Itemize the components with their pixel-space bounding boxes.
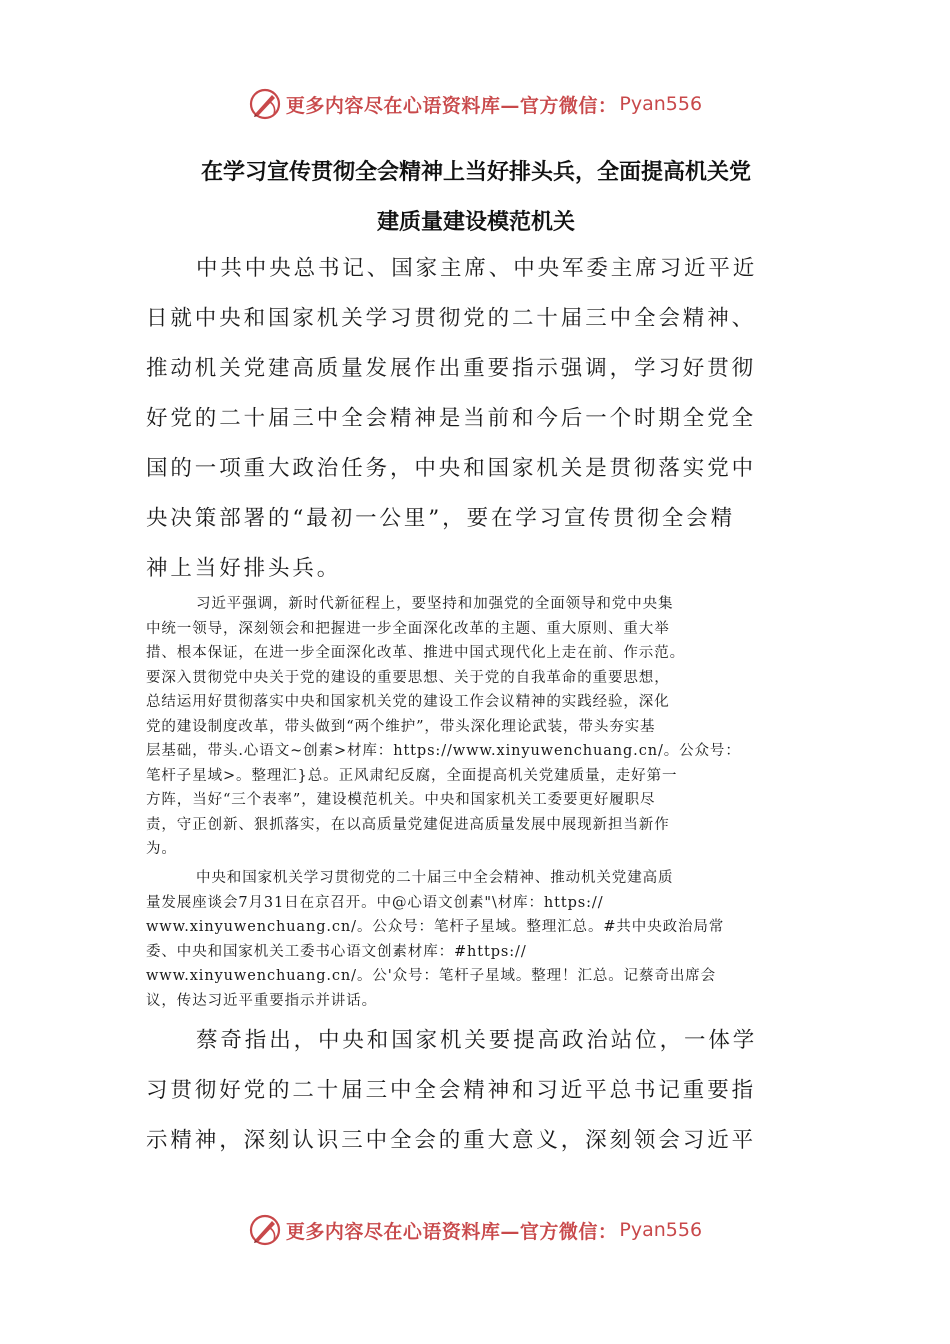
paragraph-4 bbox=[146, 1016, 806, 1166]
paragraph-line: 蔡奇指出，中央和国家机关要提高政治站位，一体学 bbox=[196, 1028, 758, 1053]
paragraph-line: 要深入贯彻党中央关于党的建设的重要思想、关于党的自我革命的重要思想， bbox=[146, 669, 670, 686]
paragraph-line: 量发展座谈会7月31日在京召开。中@心语文创素"\材库：https:// bbox=[146, 894, 604, 911]
paragraph-2 bbox=[146, 592, 806, 862]
paragraph-line: 总结运用好贯彻落实中央和国家机关党的建设工作会议精神的实践经验，深化 bbox=[146, 694, 670, 710]
header-banner bbox=[0, 82, 950, 126]
paragraph-line: 国的一项重大政治任务，中央和国家机关是贯彻落实党中 bbox=[146, 456, 757, 481]
paragraph-line: 笔杆子星域>。整理汇}总。正风肃纪反腐，全面提高机关党建质量，走好第一 bbox=[146, 767, 678, 784]
paragraph-line: 中统一领导，深刻领会和把握进一步全面深化改革的主题、重大原则、重大举 bbox=[146, 620, 670, 637]
paragraph-line: 好党的二十届三中全会精神是当前和今后一个时期全党全 bbox=[146, 406, 757, 431]
paragraph-line: 习近平强调，新时代新征程上，要坚持和加强党的全面领导和党中央集 bbox=[196, 596, 674, 612]
document-title-line-2: 建质量建设模范机关 bbox=[376, 210, 575, 235]
paragraph-line: 中共中央总书记、国家主席、中央军委主席习近平近 bbox=[196, 256, 758, 281]
banner-wechat-id: Pyan556 bbox=[619, 93, 703, 115]
paragraph-1 bbox=[146, 244, 806, 594]
document-title-line-1: 在学习宣传贯彻全会精神上当好排头兵，全面提高机关党 bbox=[200, 160, 751, 185]
paragraph-line: 层基础，带头.心语文~创素>材库：https://www.xinyuwenchuang.cn/。公众号： bbox=[146, 743, 741, 759]
paragraph-line: 示精神，深刻认识三中全会的重大意义，深刻领会习近平 bbox=[146, 1128, 757, 1153]
paragraph-line: 推动机关党建高质量发展作出重要指示强调，学习好贯彻 bbox=[146, 356, 757, 381]
paragraph-line: 方阵，当好“三个表率”，建设模范机关。中央和国家机关工委要更好履职尽 bbox=[146, 792, 656, 808]
banner-text: 更多内容尽在心语资料库—官方微信： bbox=[285, 1220, 618, 1243]
paragraph-line: 议，传达习近平重要指示并讲话。 bbox=[146, 992, 377, 1009]
paragraph-line: 党的建设制度改革，带头做到“两个维护”，带头深化理论武装，带头夯实基 bbox=[146, 718, 656, 735]
paragraph-line: 措、根本保证，在进一步全面深化改革、推进中国式现代化上走在前、作示范。 bbox=[146, 645, 685, 661]
paragraph-line: 央决策部署的“最初一公里”，要在学习宣传贯彻全会精 bbox=[146, 506, 735, 531]
paragraph-line: www.xinyuwenchuang.cn/。公众号：笔杆子星域。整理汇总。#共中央政治局常 bbox=[146, 919, 725, 935]
paragraph-line: 为。 bbox=[146, 841, 177, 857]
pen-logo-icon bbox=[248, 1213, 282, 1247]
paragraph-line: 中央和国家机关学习贯彻党的二十届三中全会精神、推动机关党建高质 bbox=[196, 870, 674, 886]
pen-logo-icon bbox=[248, 87, 282, 121]
paragraph-3 bbox=[146, 866, 806, 1013]
banner-text: 更多内容尽在心语资料库—官方微信： bbox=[285, 94, 618, 117]
paragraph-line: 日就中央和国家机关学习贯彻党的二十届三中全会精神、 bbox=[146, 306, 757, 331]
paragraph-line: 委、中央和国家机关工委书心语文创素材库：#https:// bbox=[146, 943, 527, 960]
paragraph-line: www.xinyuwenchuang.cn/。公'众号：笔杆子星域。整理！汇总。记蔡奇出席会 bbox=[146, 968, 717, 984]
banner-wechat-id: Pyan556 bbox=[619, 1219, 703, 1241]
paragraph-line: 神上当好排头兵。 bbox=[146, 556, 342, 581]
footer-banner bbox=[0, 1208, 950, 1252]
paragraph-line: 习贯彻好党的二十届三中全会精神和习近平总书记重要指 bbox=[146, 1078, 757, 1103]
paragraph-line: 责，守正创新、狠抓落实，在以高质量党建促进高质量发展中展现新担当新作 bbox=[146, 816, 670, 833]
